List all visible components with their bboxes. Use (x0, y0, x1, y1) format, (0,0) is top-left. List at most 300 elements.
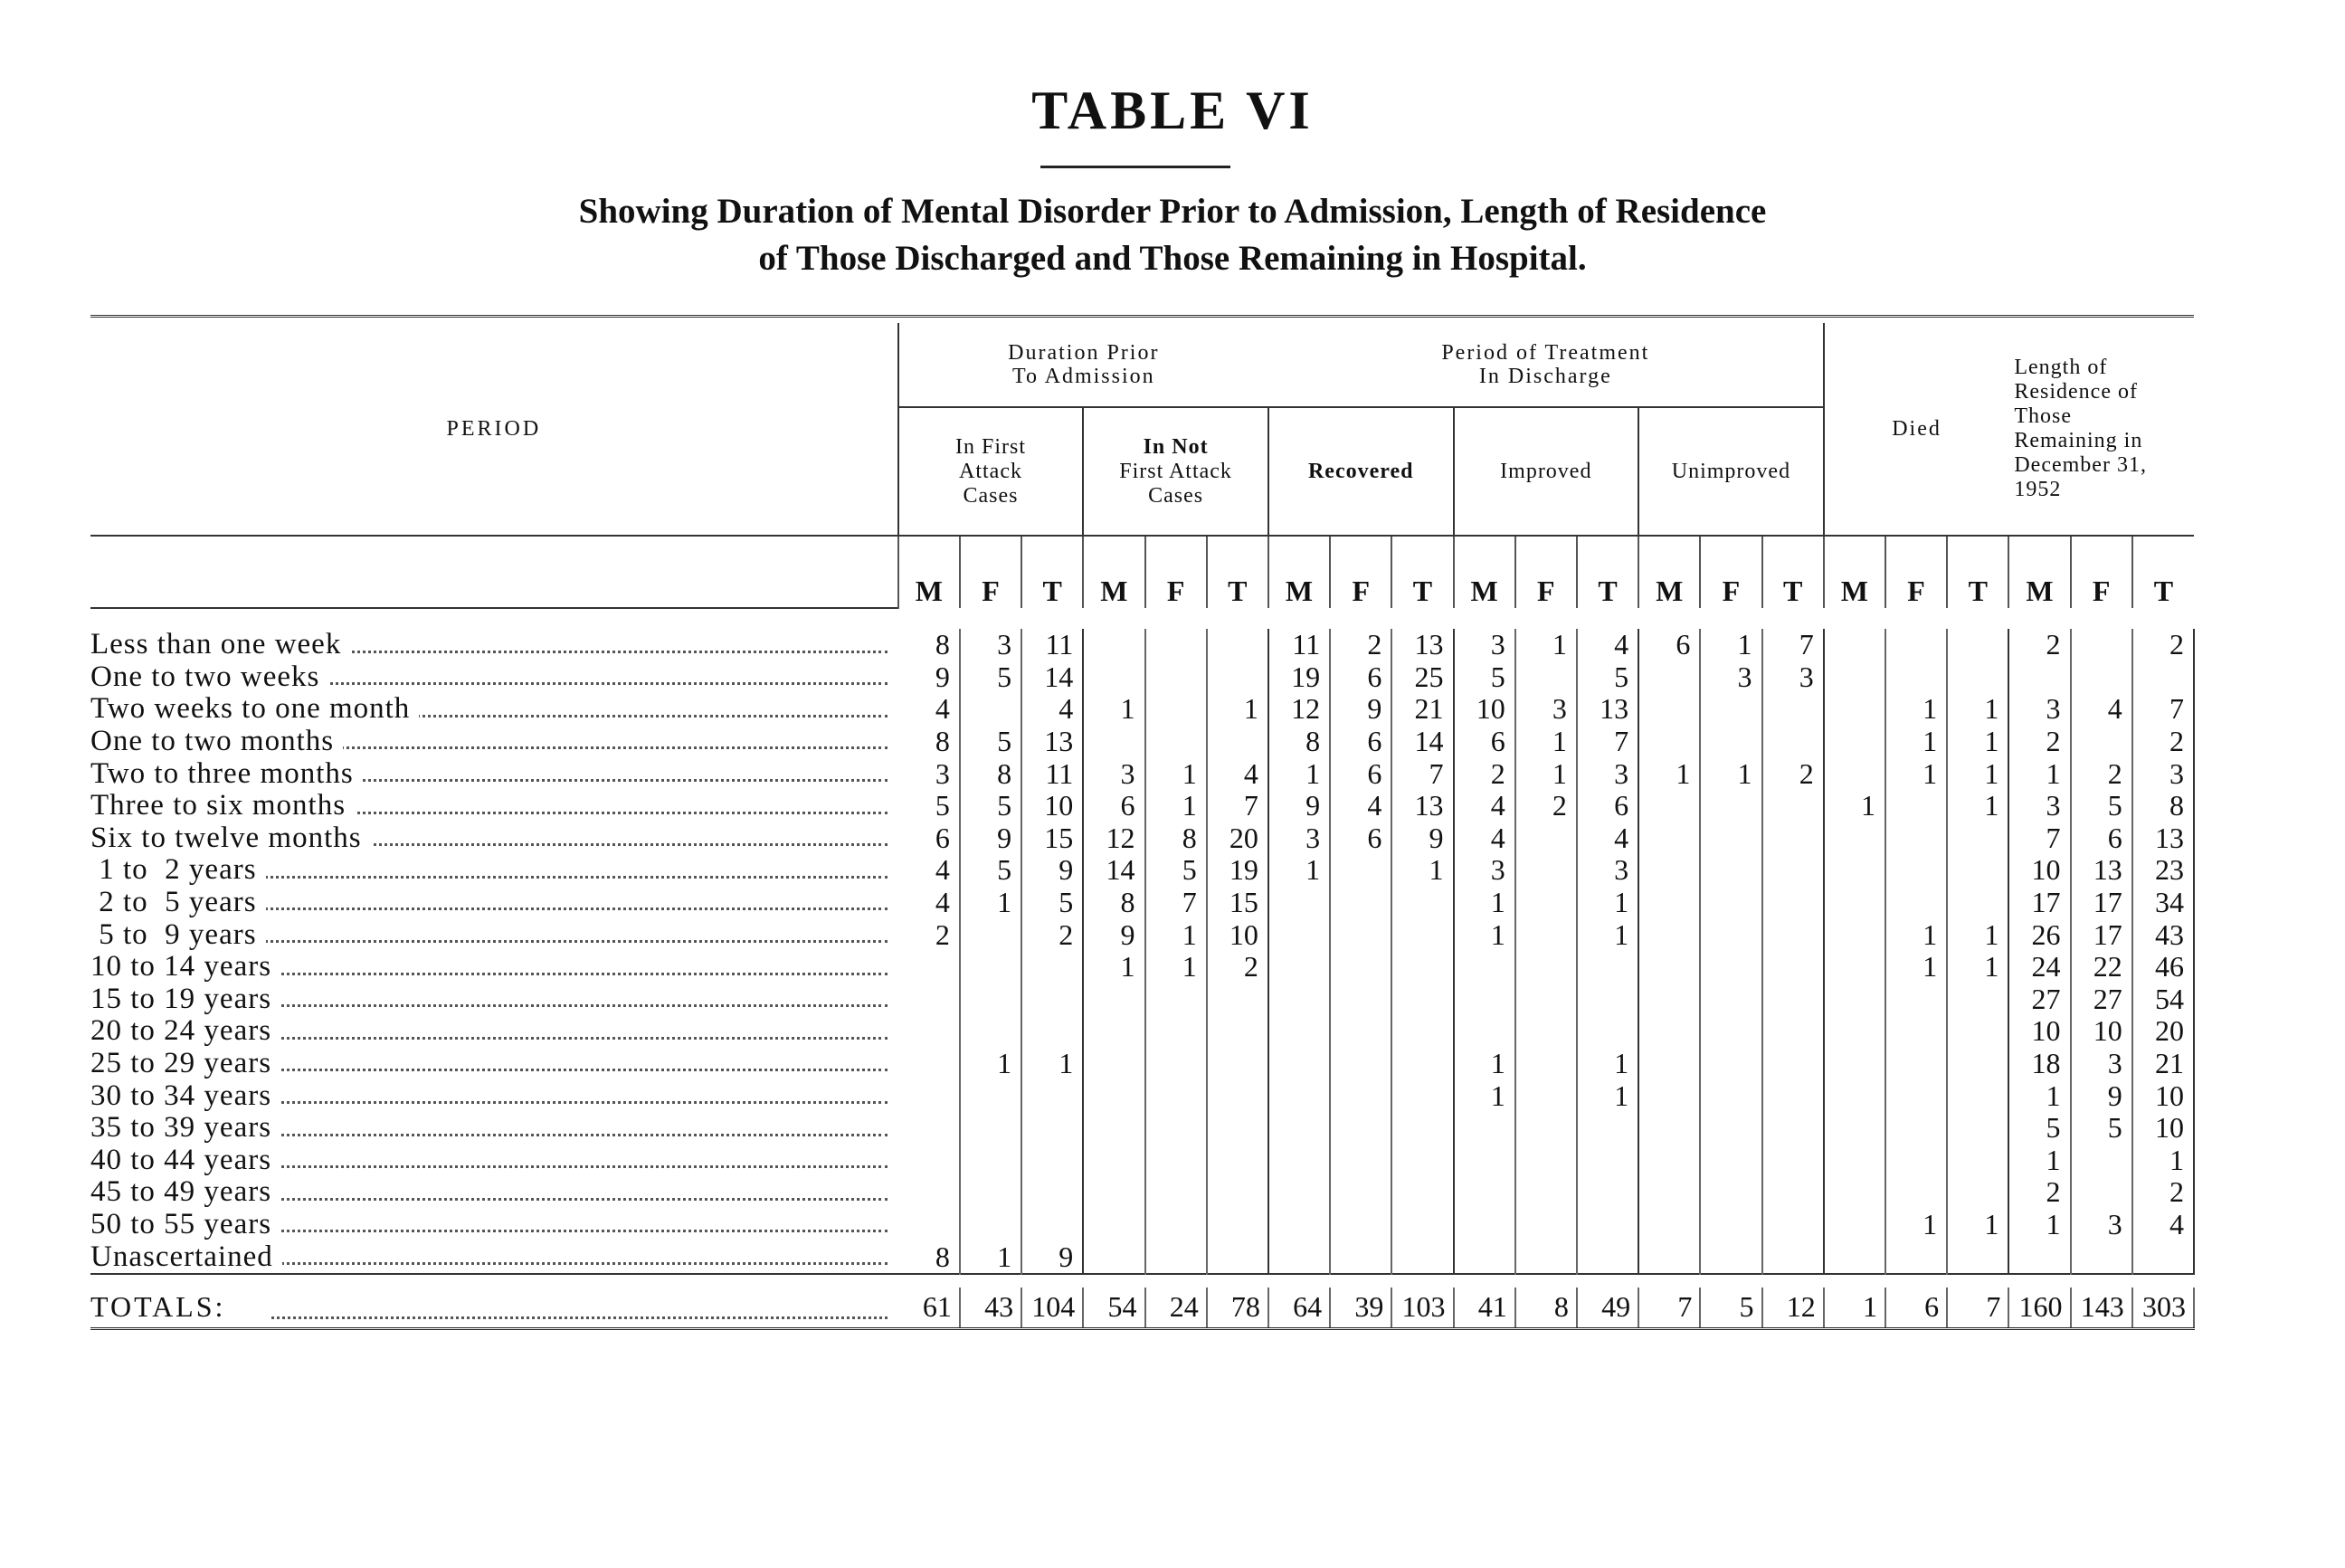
value-cell: 14 (1391, 726, 1453, 758)
mft-m: M (1638, 536, 1700, 608)
period-cell (90, 726, 898, 758)
value-cell: 1 (1145, 951, 1207, 984)
value-cell: 1 (1577, 1048, 1638, 1080)
period-label: 40 to 44 years (90, 1145, 280, 1176)
value-cell: 9 (960, 822, 1021, 855)
unimproved-header: Unimproved (1638, 407, 1824, 536)
value-cell (1145, 726, 1207, 758)
value-cell (1268, 1209, 1330, 1241)
value-cell: 6 (1638, 629, 1700, 661)
table-row (90, 984, 2194, 1016)
first-attack-line-3: Cases (963, 483, 1019, 508)
value-cell: 12 (1083, 822, 1144, 855)
period-cell (90, 854, 898, 887)
value-cell (1638, 790, 1700, 822)
table-row (90, 1048, 2194, 1080)
first-attack-line-1: In First (954, 434, 1026, 459)
value-cell: 11 (1021, 629, 1083, 661)
value-cell (1391, 1048, 1453, 1080)
value-cell (2071, 1240, 2132, 1274)
value-cell (1515, 1209, 1577, 1241)
mft-t: T (1207, 536, 1268, 608)
value-cell (2008, 661, 2070, 694)
value-cell (1824, 887, 1885, 919)
value-cell (1268, 887, 1330, 919)
remaining-line-2: Residence of (2014, 380, 2138, 404)
mft-t: T (1762, 536, 1824, 608)
value-cell: 10 (2132, 1112, 2194, 1145)
value-cell (1947, 1240, 2008, 1274)
period-cell (90, 887, 898, 919)
value-cell (1391, 1176, 1453, 1209)
value-cell: 2 (2132, 726, 2194, 758)
value-cell (1083, 1112, 1144, 1145)
period-cell (90, 1048, 898, 1080)
value-cell (1207, 661, 1268, 694)
value-cell: 21 (1391, 693, 1453, 726)
table-row (90, 1079, 2194, 1112)
value-cell (1391, 984, 1453, 1016)
value-cell: 10 (1021, 790, 1083, 822)
value-cell (1268, 1015, 1330, 1048)
value-cell: 1 (1885, 757, 1947, 790)
value-cell (1947, 1048, 2008, 1080)
value-cell: 17 (2071, 887, 2132, 919)
mft-f: F (2071, 536, 2132, 608)
value-cell (1700, 984, 1761, 1016)
value-cell: 21 (2132, 1048, 2194, 1080)
table-row (90, 790, 2194, 822)
value-cell: 17 (2071, 918, 2132, 951)
period-cell (90, 790, 898, 822)
value-cell: 8 (1268, 726, 1330, 758)
duration-prior-header (898, 323, 1268, 407)
value-cell (1145, 1240, 1207, 1274)
value-cell (1268, 984, 1330, 1016)
value-cell: 1 (1577, 918, 1638, 951)
value-cell (1330, 1048, 1391, 1080)
value-cell (1700, 1112, 1761, 1145)
value-cell (1145, 1209, 1207, 1241)
value-cell (1577, 984, 1638, 1016)
period-cell (90, 629, 898, 661)
period-label: Less than one week (90, 629, 350, 660)
value-cell (1762, 726, 1824, 758)
value-cell: 3 (898, 757, 960, 790)
value-cell (2071, 1145, 2132, 1177)
value-cell: 4 (898, 693, 960, 726)
value-cell (1700, 1209, 1761, 1241)
value-cell (1145, 1015, 1207, 1048)
value-cell: 6 (1577, 790, 1638, 822)
value-cell: 34 (2132, 887, 2194, 919)
period-cell (90, 1145, 898, 1177)
value-cell (1515, 822, 1577, 855)
value-cell (1700, 887, 1761, 919)
period-cell (90, 918, 898, 951)
total-cell: 1 (1824, 1288, 1885, 1329)
value-cell (1885, 661, 1947, 694)
value-cell: 3 (2132, 757, 2194, 790)
value-cell (1762, 918, 1824, 951)
value-cell: 9 (1391, 822, 1453, 855)
period-label: Unascertained (90, 1240, 282, 1272)
value-cell (1947, 661, 2008, 694)
value-cell: 14 (1021, 661, 1083, 694)
value-cell: 1 (1947, 726, 2008, 758)
value-cell (1145, 629, 1207, 661)
value-cell (1638, 984, 1700, 1016)
value-cell (1268, 1048, 1330, 1080)
value-cell (898, 1048, 960, 1080)
value-cell: 5 (898, 790, 960, 822)
value-cell (1824, 726, 1885, 758)
value-cell (1762, 790, 1824, 822)
value-cell (1207, 1048, 1268, 1080)
value-cell (1330, 1209, 1391, 1241)
value-cell (1638, 1048, 1700, 1080)
table-row (90, 918, 2194, 951)
value-cell: 7 (1391, 757, 1453, 790)
value-cell (1083, 629, 1144, 661)
value-cell: 10 (1207, 918, 1268, 951)
value-cell (1638, 1079, 1700, 1112)
value-cell (1391, 1240, 1453, 1274)
value-cell (1577, 951, 1638, 984)
value-cell: 7 (1577, 726, 1638, 758)
value-cell: 5 (1577, 661, 1638, 694)
value-cell (1207, 1112, 1268, 1145)
value-cell (1824, 1240, 1885, 1274)
value-cell (1515, 1240, 1577, 1274)
table-row (90, 1176, 2194, 1209)
value-cell: 1 (1454, 1048, 1515, 1080)
value-cell (1207, 1079, 1268, 1112)
value-cell (960, 984, 1021, 1016)
value-cell (1885, 1015, 1947, 1048)
period-label: Two to three months (90, 757, 363, 789)
value-cell (1700, 1015, 1761, 1048)
period-cell (90, 757, 898, 790)
value-cell: 4 (1577, 822, 1638, 855)
value-cell (1638, 1176, 1700, 1209)
period-cell (90, 1015, 898, 1048)
value-cell (1947, 984, 2008, 1016)
value-cell: 6 (1330, 661, 1391, 694)
value-cell (1391, 1209, 1453, 1241)
value-cell (1515, 854, 1577, 887)
value-cell (1515, 1112, 1577, 1145)
value-cell: 8 (960, 757, 1021, 790)
value-cell (1330, 854, 1391, 887)
value-cell: 2 (1515, 790, 1577, 822)
value-cell (1824, 693, 1885, 726)
value-cell (1700, 1145, 1761, 1177)
value-cell: 3 (1762, 661, 1824, 694)
value-cell (960, 951, 1021, 984)
value-cell (1947, 1112, 2008, 1145)
table-row (90, 629, 2194, 661)
value-cell (898, 1015, 960, 1048)
total-cell: 12 (1762, 1288, 1824, 1329)
value-cell (1762, 887, 1824, 919)
mft-t: T (1021, 536, 1083, 608)
total-cell: 41 (1454, 1288, 1515, 1329)
value-cell: 13 (2071, 854, 2132, 887)
remaining-line-1: Length of (2014, 356, 2108, 379)
value-cell: 8 (898, 726, 960, 758)
period-cell (90, 822, 898, 855)
value-cell: 1 (1947, 1209, 2008, 1241)
total-cell: 64 (1268, 1288, 1330, 1329)
value-cell (1145, 693, 1207, 726)
value-cell: 20 (2132, 1015, 2194, 1048)
value-cell: 5 (960, 661, 1021, 694)
value-cell (1145, 984, 1207, 1016)
period-cell (90, 1079, 898, 1112)
value-cell: 1 (1885, 726, 1947, 758)
value-cell (1947, 1145, 2008, 1177)
value-cell (1021, 1145, 1083, 1177)
value-cell: 2 (1207, 951, 1268, 984)
total-cell: 78 (1207, 1288, 1268, 1329)
value-cell: 1 (1083, 693, 1144, 726)
value-cell (1330, 887, 1391, 919)
period-cell (90, 661, 898, 694)
value-cell (960, 693, 1021, 726)
value-cell (1145, 1079, 1207, 1112)
value-cell: 13 (1391, 629, 1453, 661)
value-cell: 3 (2071, 1209, 2132, 1241)
value-cell (1700, 918, 1761, 951)
value-cell: 6 (1330, 726, 1391, 758)
value-cell (898, 1145, 960, 1177)
value-cell: 3 (2071, 1048, 2132, 1080)
value-cell: 1 (1638, 757, 1700, 790)
header-gap (90, 608, 2194, 629)
value-cell: 3 (1454, 629, 1515, 661)
value-cell (1577, 1015, 1638, 1048)
value-cell (1762, 984, 1824, 1016)
value-cell: 1 (2008, 1079, 2070, 1112)
value-cell: 4 (1330, 790, 1391, 822)
remaining-line-3: Those (2014, 404, 2072, 428)
value-cell: 2 (1021, 918, 1083, 951)
totals-label-cell (90, 1288, 898, 1329)
table-row (90, 1145, 2194, 1177)
value-cell (1021, 1015, 1083, 1048)
total-cell: 103 (1391, 1288, 1453, 1329)
not-first-attack-line-2: First Attack (1119, 459, 1232, 483)
period-cell (90, 1209, 898, 1241)
total-cell: 160 (2008, 1288, 2070, 1329)
subtitle-line-1: Showing Duration of Mental Disorder Prior to Admission, Length of Residence (578, 192, 1767, 231)
value-cell: 43 (2132, 918, 2194, 951)
value-cell (1330, 1015, 1391, 1048)
value-cell: 4 (898, 854, 960, 887)
value-cell: 5 (1454, 661, 1515, 694)
value-cell (1268, 918, 1330, 951)
value-cell: 27 (2008, 984, 2070, 1016)
value-cell (1638, 1015, 1700, 1048)
value-cell (1268, 1145, 1330, 1177)
period-label: 10 to 14 years (90, 951, 280, 983)
value-cell: 1 (1454, 1079, 1515, 1112)
not-first-attack-line-3: Cases (1148, 483, 1204, 508)
value-cell: 1 (1700, 629, 1761, 661)
value-cell: 1 (1824, 790, 1885, 822)
value-cell (1021, 1112, 1083, 1145)
value-cell: 1 (1885, 918, 1947, 951)
value-cell (1021, 984, 1083, 1016)
value-cell: 17 (2008, 887, 2070, 919)
period-label: 30 to 34 years (90, 1079, 280, 1111)
value-cell (1145, 1112, 1207, 1145)
value-cell: 6 (1454, 726, 1515, 758)
value-cell (1824, 757, 1885, 790)
value-cell: 1 (1207, 693, 1268, 726)
value-cell: 1 (1700, 757, 1761, 790)
value-cell: 2 (2132, 1176, 2194, 1209)
total-cell: 104 (1021, 1288, 1083, 1329)
table-top-rule (90, 317, 2194, 324)
value-cell: 4 (1207, 757, 1268, 790)
value-cell (1762, 822, 1824, 855)
value-cell: 8 (1145, 822, 1207, 855)
total-cell: 43 (960, 1288, 1021, 1329)
value-cell: 6 (1083, 790, 1144, 822)
value-cell: 10 (2132, 1079, 2194, 1112)
value-cell (1947, 1079, 2008, 1112)
value-cell: 2 (2008, 726, 2070, 758)
period-cell (90, 984, 898, 1016)
value-cell (1207, 1209, 1268, 1241)
total-cell: 6 (1885, 1288, 1947, 1329)
period-cell (90, 1240, 898, 1274)
value-cell: 22 (2071, 951, 2132, 984)
value-cell: 5 (960, 854, 1021, 887)
value-cell (1700, 1048, 1761, 1080)
value-cell (1638, 887, 1700, 919)
mft-spacer (90, 536, 898, 608)
value-cell (1145, 1145, 1207, 1177)
value-cell: 1 (2008, 1145, 2070, 1177)
value-cell: 1 (1145, 757, 1207, 790)
value-cell (1824, 1079, 1885, 1112)
value-cell (1824, 854, 1885, 887)
value-cell: 25 (1391, 661, 1453, 694)
period-label: 5 to 9 years (90, 918, 266, 950)
value-cell (1391, 918, 1453, 951)
totals-label: TOTALS: (90, 1290, 234, 1323)
value-cell: 1 (1947, 693, 2008, 726)
value-cell: 26 (2008, 918, 2070, 951)
period-label: Six to twelve months (90, 822, 371, 854)
mft-t: T (1947, 536, 2008, 608)
value-cell (1762, 1145, 1824, 1177)
value-cell: 1 (1947, 918, 2008, 951)
value-cell (2071, 629, 2132, 661)
value-cell: 24 (2008, 951, 2070, 984)
value-cell: 5 (2071, 1112, 2132, 1145)
value-cell (1577, 1209, 1638, 1241)
value-cell: 1 (960, 887, 1021, 919)
value-cell: 5 (1145, 854, 1207, 887)
period-cell (90, 1176, 898, 1209)
value-cell (1947, 1176, 2008, 1209)
value-cell (1638, 1240, 1700, 1274)
value-cell (898, 1079, 960, 1112)
title-rule (1040, 166, 1230, 168)
value-cell (960, 1145, 1021, 1177)
table-row (90, 1015, 2194, 1048)
value-cell (1824, 1145, 1885, 1177)
value-cell: 18 (2008, 1048, 2070, 1080)
value-cell: 19 (1268, 661, 1330, 694)
value-cell: 5 (1021, 887, 1083, 919)
value-cell (1824, 1176, 1885, 1209)
value-cell (1947, 887, 2008, 919)
value-cell: 15 (1021, 822, 1083, 855)
value-cell (2008, 1240, 2070, 1274)
value-cell: 1 (1947, 790, 2008, 822)
value-cell (1700, 1176, 1761, 1209)
value-cell: 3 (1700, 661, 1761, 694)
period-cell (90, 1112, 898, 1145)
value-cell (1083, 1209, 1144, 1241)
period-treatment-line-1: Period of Treatment (1441, 341, 1650, 365)
period-label: Three to six months (90, 790, 355, 822)
period-treatment-header (1268, 323, 1824, 407)
value-cell: 1 (1947, 951, 2008, 984)
value-cell (960, 1079, 1021, 1112)
value-cell (1577, 1112, 1638, 1145)
value-cell (1577, 1176, 1638, 1209)
value-cell: 10 (2071, 1015, 2132, 1048)
value-cell: 6 (1330, 822, 1391, 855)
value-cell (1824, 1048, 1885, 1080)
value-cell (1330, 1079, 1391, 1112)
value-cell (1268, 1112, 1330, 1145)
value-cell: 1 (1391, 854, 1453, 887)
table-row (90, 757, 2194, 790)
value-cell: 1 (1515, 757, 1577, 790)
value-cell: 9 (1083, 918, 1144, 951)
value-cell: 11 (1021, 757, 1083, 790)
value-cell (1638, 822, 1700, 855)
mft-f: F (1885, 536, 1947, 608)
value-cell: 3 (1454, 854, 1515, 887)
value-cell (1947, 854, 2008, 887)
value-cell (1083, 1015, 1144, 1048)
table-row (90, 1112, 2194, 1145)
value-cell (1515, 1079, 1577, 1112)
value-cell: 5 (2071, 790, 2132, 822)
value-cell (1207, 1176, 1268, 1209)
value-cell (1515, 887, 1577, 919)
value-cell (898, 984, 960, 1016)
value-cell (1454, 1145, 1515, 1177)
value-cell: 7 (2132, 693, 2194, 726)
period-label: 25 to 29 years (90, 1048, 280, 1079)
value-cell: 7 (2008, 822, 2070, 855)
value-cell: 27 (2071, 984, 2132, 1016)
value-cell: 3 (1577, 854, 1638, 887)
value-cell (1824, 951, 1885, 984)
value-cell (2132, 1240, 2194, 1274)
value-cell: 46 (2132, 951, 2194, 984)
mft-f: F (1515, 536, 1577, 608)
